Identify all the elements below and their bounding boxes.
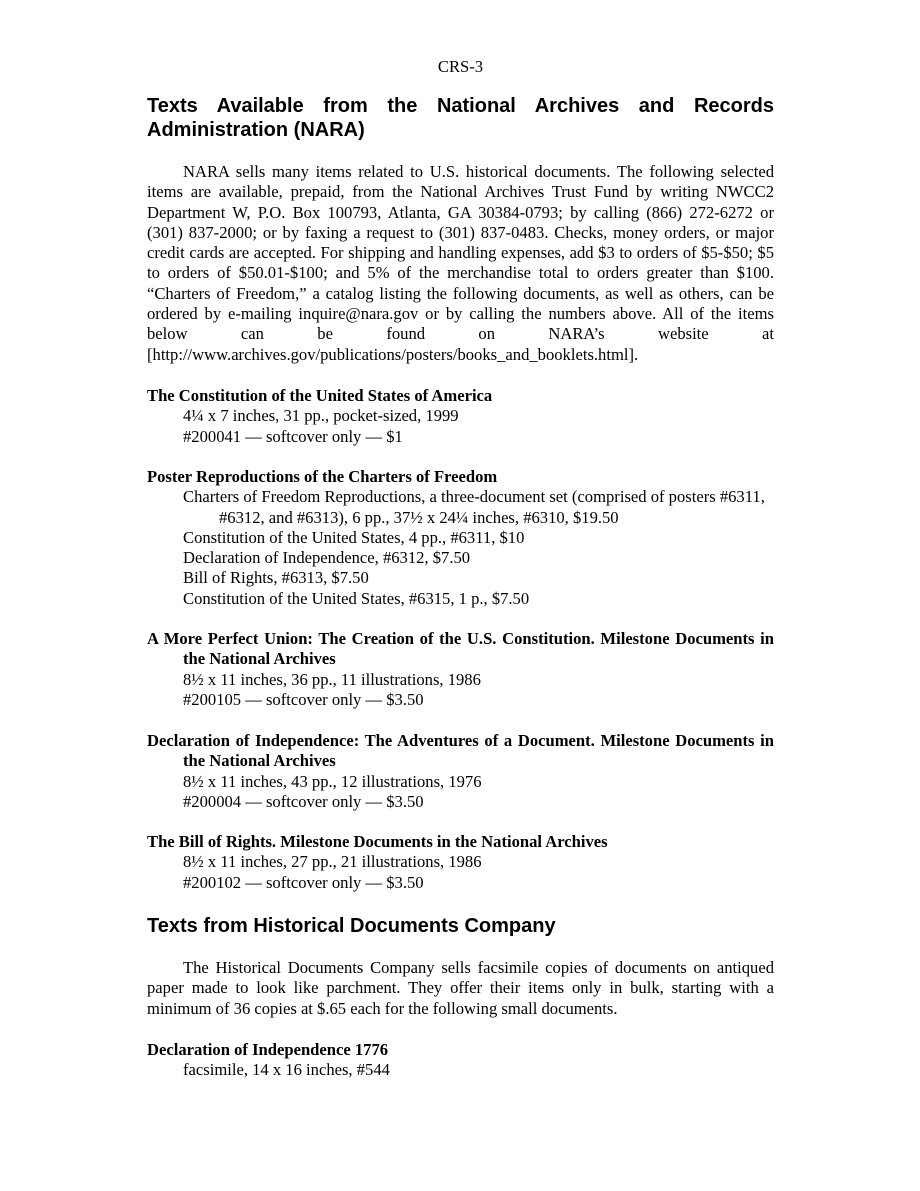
- item-detail: facsimile, 14 x 16 inches, #544: [183, 1060, 390, 1080]
- catalog-item: [147, 467, 774, 609]
- section-historical-documents: [147, 914, 774, 938]
- item-title: Declaration of Independence: The Adventures of a Document. Milestone Documents in the National Archives: [147, 731, 774, 771]
- item-title: Poster Reproductions of the Charters of Freedom: [147, 467, 498, 486]
- section-paragraph: The Historical Documents Company sells facsimile copies of documents on antiqued paper made to look like parchment. They offer their items only in bulk, starting with a minimum of 36 copies at $.65 each for the following small documents.: [147, 958, 774, 1018]
- item-detail: Constitution of the United States, #6315, 1 p., $7.50: [183, 588, 530, 608]
- catalog-item: [147, 832, 774, 893]
- item-detail: #200004 — softcover only — $3.50: [183, 791, 424, 811]
- item-detail: Bill of Rights, #6313, $7.50: [183, 568, 369, 588]
- section-title: Texts from Historical Documents Company: [147, 915, 556, 937]
- item-title: Declaration of Independence 1776: [147, 1040, 389, 1059]
- item-detail: #200041 — softcover only — $1: [183, 426, 403, 446]
- item-detail: 8½ x 11 inches, 36 pp., 11 illustrations, 1986: [183, 669, 481, 689]
- section-paragraph: NARA sells many items related to U.S. historical documents. The following selected items are available, prepaid, from the National Archives Trust Fund by writing NWCC2 Department W, P.O. Box 100793, Atlanta, GA 30384-0793; by calling (866) 272-6272 or (301) 837-2000; or by faxing a request to (301) 837-0483. Checks, money orders, or major credit cards are accepted. For shipping and handling expenses, add $3 to orders of $5-$50; $5 to orders of $50.01-$100; and 5% of the merchandise total to orders greater than $100. “Charters of Freedom,” a catalog listing the following documents, as well as others, can be ordered by e-mailing inquire@nara.gov or by calling the numbers above. All of the items below can be found on NARA’s website at [http://www.archives.gov/publications/posters/books_and_booklets.html].: [147, 162, 774, 364]
- item-detail: 8½ x 11 inches, 27 pp., 21 illustrations, 1986: [183, 852, 482, 872]
- page-header: CRS-3: [437, 57, 484, 76]
- section-nara: [147, 94, 774, 142]
- item-title: A More Perfect Union: The Creation of the U.S. Constitution. Milestone Documents in the National Archives: [147, 629, 774, 669]
- item-detail: #200105 — softcover only — $3.50: [183, 689, 424, 709]
- item-detail: 4¼ x 7 inches, 31 pp., pocket-sized, 1999: [183, 406, 459, 426]
- item-title: The Bill of Rights. Milestone Documents in the National Archives: [147, 832, 608, 851]
- catalog-item: [147, 629, 774, 710]
- item-detail: Declaration of Independence, #6312, $7.50: [183, 548, 471, 568]
- catalog-item: [147, 731, 774, 812]
- item-detail: Charters of Freedom Reproductions, a three-document set (comprised of posters #6311, #6312, and #6313), 6 pp., 37½ x 24¼ inches, #6310, $19.50: [183, 487, 765, 527]
- item-detail: Constitution of the United States, 4 pp., #6311, $10: [183, 527, 525, 547]
- item-title: The Constitution of the United States of America: [147, 386, 493, 405]
- section-title: Texts Available from the National Archives and Records Administration (NARA): [147, 95, 774, 141]
- catalog-item: [147, 386, 774, 447]
- item-detail: 8½ x 11 inches, 43 pp., 12 illustrations, 1976: [183, 771, 482, 791]
- item-detail: #200102 — softcover only — $3.50: [183, 872, 424, 892]
- catalog-item: [147, 1040, 774, 1081]
